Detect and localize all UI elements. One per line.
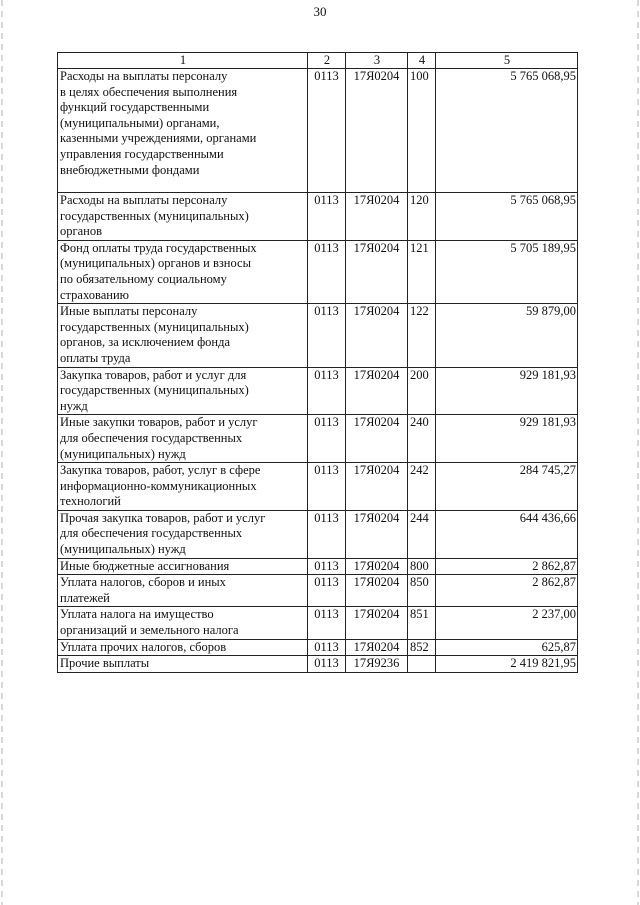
scan-edge-left	[1, 0, 3, 905]
header-col-type: 4	[408, 53, 436, 69]
row-amount: 929 181,93	[436, 367, 578, 415]
row-amount: 5 765 068,95	[436, 193, 578, 241]
row-amount: 284 745,27	[436, 463, 578, 511]
table-row	[58, 240, 578, 303]
row-section: 0113	[308, 575, 346, 607]
row-name	[58, 607, 308, 639]
row-name-line: внебюджетными фондами	[60, 162, 200, 177]
row-name	[58, 575, 308, 607]
row-target: 17Я0204	[346, 304, 408, 367]
row-name-line: для обеспечения государственных	[60, 430, 243, 445]
row-amount: 2 862,87	[436, 575, 578, 607]
row-amount: 5 705 189,95	[436, 240, 578, 303]
row-amount: 2 419 821,95	[436, 656, 578, 673]
row-name-line: нужд	[60, 398, 88, 413]
row-name-line: Иные закупки товаров, работ и услуг	[60, 415, 258, 430]
row-section: 0113	[308, 415, 346, 463]
row-type: 200	[408, 367, 436, 415]
row-type: 852	[408, 639, 436, 656]
row-name-line: Иные бюджетные ассигнования	[60, 558, 230, 573]
header-col-section: 2	[308, 53, 346, 69]
row-name-line: (муниципальных) нужд	[60, 446, 186, 461]
table-row	[58, 367, 578, 415]
row-section: 0113	[308, 304, 346, 367]
table-row	[58, 558, 578, 575]
row-section: 0113	[308, 69, 346, 193]
scan-edge-right	[637, 0, 639, 905]
row-name	[58, 304, 308, 367]
table-row	[58, 656, 578, 673]
row-name-line: платежей	[60, 590, 110, 605]
row-name-line: оплаты труда	[60, 350, 131, 365]
table-row	[58, 575, 578, 607]
row-name-line: Уплата налогов, сборов и иных	[60, 575, 226, 590]
row-section: 0113	[308, 656, 346, 673]
row-target: 17Я0204	[346, 193, 408, 241]
row-amount: 2 237,00	[436, 607, 578, 639]
row-name	[58, 510, 308, 558]
row-target: 17Я0204	[346, 607, 408, 639]
row-name-line: управления государственными	[60, 146, 224, 161]
row-type: 240	[408, 415, 436, 463]
row-name-line: Уплата прочих налогов, сборов	[60, 639, 227, 654]
row-name	[58, 415, 308, 463]
row-name	[58, 367, 308, 415]
row-name-line: государственных (муниципальных)	[60, 208, 249, 223]
row-name-line: Закупка товаров, работ, услуг в сфере	[60, 463, 261, 478]
row-name-line: информационно-коммуникационных	[60, 478, 257, 493]
row-type: 122	[408, 304, 436, 367]
table-row	[58, 510, 578, 558]
row-name-line: организаций и земельного налога	[60, 623, 239, 638]
row-target: 17Я0204	[346, 415, 408, 463]
row-amount: 2 862,87	[436, 558, 578, 575]
row-name-line: казенными учреждениями, органами	[60, 131, 257, 146]
row-name	[58, 639, 308, 656]
row-name	[58, 69, 308, 193]
row-name-line: Прочая закупка товаров, работ и услуг	[60, 510, 266, 525]
row-section: 0113	[308, 367, 346, 415]
row-amount: 59 879,00	[436, 304, 578, 367]
row-name-line: (муниципальных) органов и взносы	[60, 256, 251, 271]
row-name-line: Расходы на выплаты персоналу	[60, 193, 228, 207]
table-row	[58, 639, 578, 656]
row-type: 851	[408, 607, 436, 639]
row-name-line: Иные выплаты персоналу	[60, 304, 198, 319]
row-name-line: Фонд оплаты труда государственных	[60, 240, 257, 255]
row-name-line: органов	[60, 224, 103, 239]
row-name-line: функций государственными	[60, 100, 210, 115]
row-target: 17Я0204	[346, 510, 408, 558]
row-name-line: органов, за исключением фонда	[60, 335, 231, 350]
row-section: 0113	[308, 607, 346, 639]
table-row	[58, 463, 578, 511]
row-name-line: технологий	[60, 494, 121, 509]
table-row	[58, 304, 578, 367]
row-type: 242	[408, 463, 436, 511]
row-name-line: Расходы на выплаты персоналу	[60, 69, 228, 83]
row-amount: 644 436,66	[436, 510, 578, 558]
table-body	[58, 69, 578, 673]
row-name-line: по обязательному социальному	[60, 271, 227, 286]
row-target: 17Я0204	[346, 575, 408, 607]
row-section: 0113	[308, 510, 346, 558]
header-col-name: 1	[58, 53, 308, 69]
table-row	[58, 415, 578, 463]
row-target: 17Я9236	[346, 656, 408, 673]
row-name	[58, 193, 308, 241]
row-section: 0113	[308, 558, 346, 575]
row-name	[58, 463, 308, 511]
row-target: 17Я0204	[346, 558, 408, 575]
row-name-line: (муниципальными) органами,	[60, 115, 220, 130]
header-row	[58, 53, 578, 69]
row-name-line: Закупка товаров, работ и услуг для	[60, 367, 247, 382]
row-name-line: страхованию	[60, 287, 129, 302]
row-section: 0113	[308, 240, 346, 303]
row-type: 244	[408, 510, 436, 558]
row-type: 120	[408, 193, 436, 241]
row-target: 17Я0204	[346, 463, 408, 511]
row-name-line: государственных (муниципальных)	[60, 383, 249, 398]
row-name-line: для обеспечения государственных	[60, 526, 243, 541]
row-section: 0113	[308, 639, 346, 656]
row-type: 850	[408, 575, 436, 607]
table-row	[58, 607, 578, 639]
budget-table	[57, 52, 578, 673]
row-name	[58, 558, 308, 575]
row-target: 17Я0204	[346, 367, 408, 415]
row-amount: 929 181,93	[436, 415, 578, 463]
row-target: 17Я0204	[346, 639, 408, 656]
row-target: 17Я0204	[346, 69, 408, 193]
row-name-line: Уплата налога на имущество	[60, 607, 214, 622]
row-type: 121	[408, 240, 436, 303]
row-name-line: Прочие выплаты	[60, 656, 150, 671]
row-type: 800	[408, 558, 436, 575]
row-type	[408, 656, 436, 673]
row-name	[58, 656, 308, 673]
row-name-line: (муниципальных) нужд	[60, 542, 186, 557]
table-row	[58, 69, 578, 193]
row-name-line: государственных (муниципальных)	[60, 319, 249, 334]
row-section: 0113	[308, 463, 346, 511]
row-name	[58, 240, 308, 303]
header-col-amount: 5	[436, 53, 578, 69]
header-col-target: 3	[346, 53, 408, 69]
row-type: 100	[408, 69, 436, 193]
row-section: 0113	[308, 193, 346, 241]
table-row	[58, 193, 578, 241]
row-amount: 625,87	[436, 639, 578, 656]
row-target: 17Я0204	[346, 240, 408, 303]
row-amount: 5 765 068,95	[436, 69, 578, 193]
row-name-line: в целях обеспечения выполнения	[60, 84, 238, 99]
page-number: 30	[313, 4, 327, 19]
